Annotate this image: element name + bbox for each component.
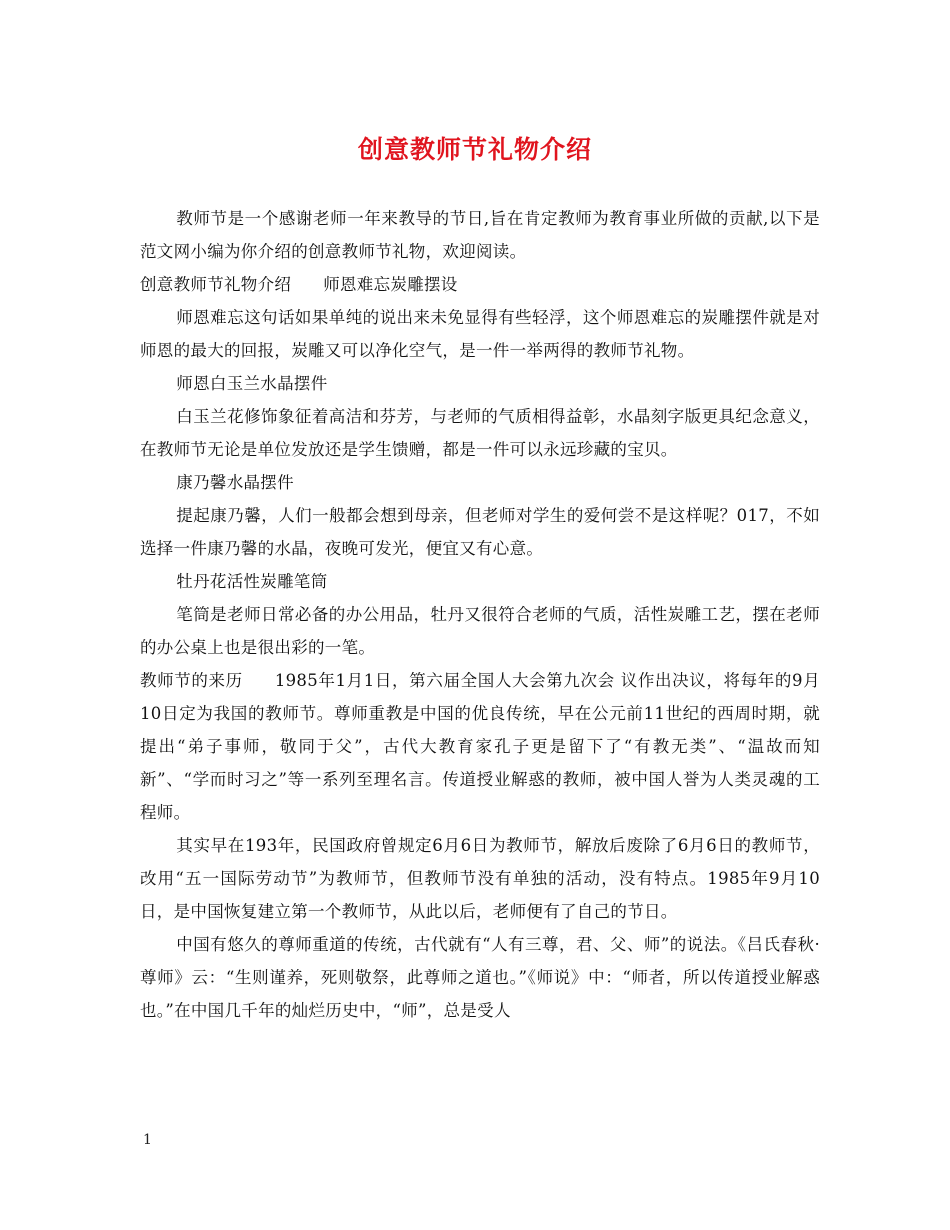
item-heading: 康乃馨水晶摆件 [176, 473, 294, 492]
paragraph: 师恩难忘这句话如果单纯的说出来未免显得有些轻浮，这个师恩难忘的炭雕摆件就是对师恩的最大的回报，炭雕又可以净化空气，是一件一举两得的教师节礼物。 [140, 308, 820, 360]
paragraph: 白玉兰花修饰象征着高洁和芬芳，与老师的气质相得益彰，水晶刻字版更具纪念意义，在教师节无论是单位发放还是学生馈赠，都是一件可以永远珍藏的宝贝。 [140, 407, 820, 459]
document-body [140, 202, 820, 1027]
section-paragraph-history [140, 664, 820, 829]
item-heading: 师恩白玉兰水晶摆件 [176, 374, 328, 393]
paragraph: 笔筒是老师日常必备的办公用品，牡丹又很符合老师的气质，活性炭雕工艺，摆在老师的办公桌上也是很出彩的一笔。 [140, 605, 820, 657]
paragraph: 提起康乃馨，人们一般都会想到母亲，但老师对学生的爱何尝不是这样呢？017，不如选择一件康乃馨的水晶，夜晚可发光，便宜又有心意。 [140, 506, 820, 558]
paragraph: 其实早在193年，民国政府曾规定6月6日为教师节，解放后废除了6月6日的教师节，改用“五一国际劳动节”为教师节，但教师节没有单独的活动，没有特点。1985年9月10日，是中国恢复建立第一个教师节，从此以后，老师便有了自己的节日。 [140, 836, 820, 921]
section-label: 教师节的来历 [140, 671, 243, 690]
item-heading: 牡丹花活性炭雕笔筒 [176, 572, 328, 591]
section-heading-gifts [140, 268, 820, 301]
item-heading: 师恩难忘炭雕摆设 [323, 275, 458, 294]
paragraph-text: 1985年1月1日，第六届全国人大会第九次会 议作出决议，将每年的9月10日定为我国的教师节。尊师重教是中国的优良传统，早在公元前11世纪的西周时期，就提出“弟子事师，敬同于父”，古代大教育家孔子更是留下了“有教无类”、“温故而知新”、“学而时习之”等一系列至理名言。传道授业解惑的教师，被中国人誉为人类灵魂的工程师。 [140, 671, 820, 822]
document-title: 创意教师节礼物介绍 [357, 135, 592, 164]
intro-paragraph: 教师节是一个感谢老师一年来教导的节日,旨在肯定教师为教育事业所做的贡献,以下是范文网小编为你介绍的创意教师节礼物，欢迎阅读。 [140, 209, 820, 261]
section-label: 创意教师节礼物介绍 [140, 275, 292, 294]
page-number: 1 [143, 1132, 152, 1148]
paragraph: 中国有悠久的尊师重道的传统，古代就有“人有三尊，君、父、师”的说法。《吕氏春秋·尊师》云：“生则谨养，死则敬祭，此尊师之道也。”《师说》中：“师者，所以传道授业解惑也。”在中国几千年的灿烂历史中，“师”，总是受人 [140, 935, 820, 1020]
